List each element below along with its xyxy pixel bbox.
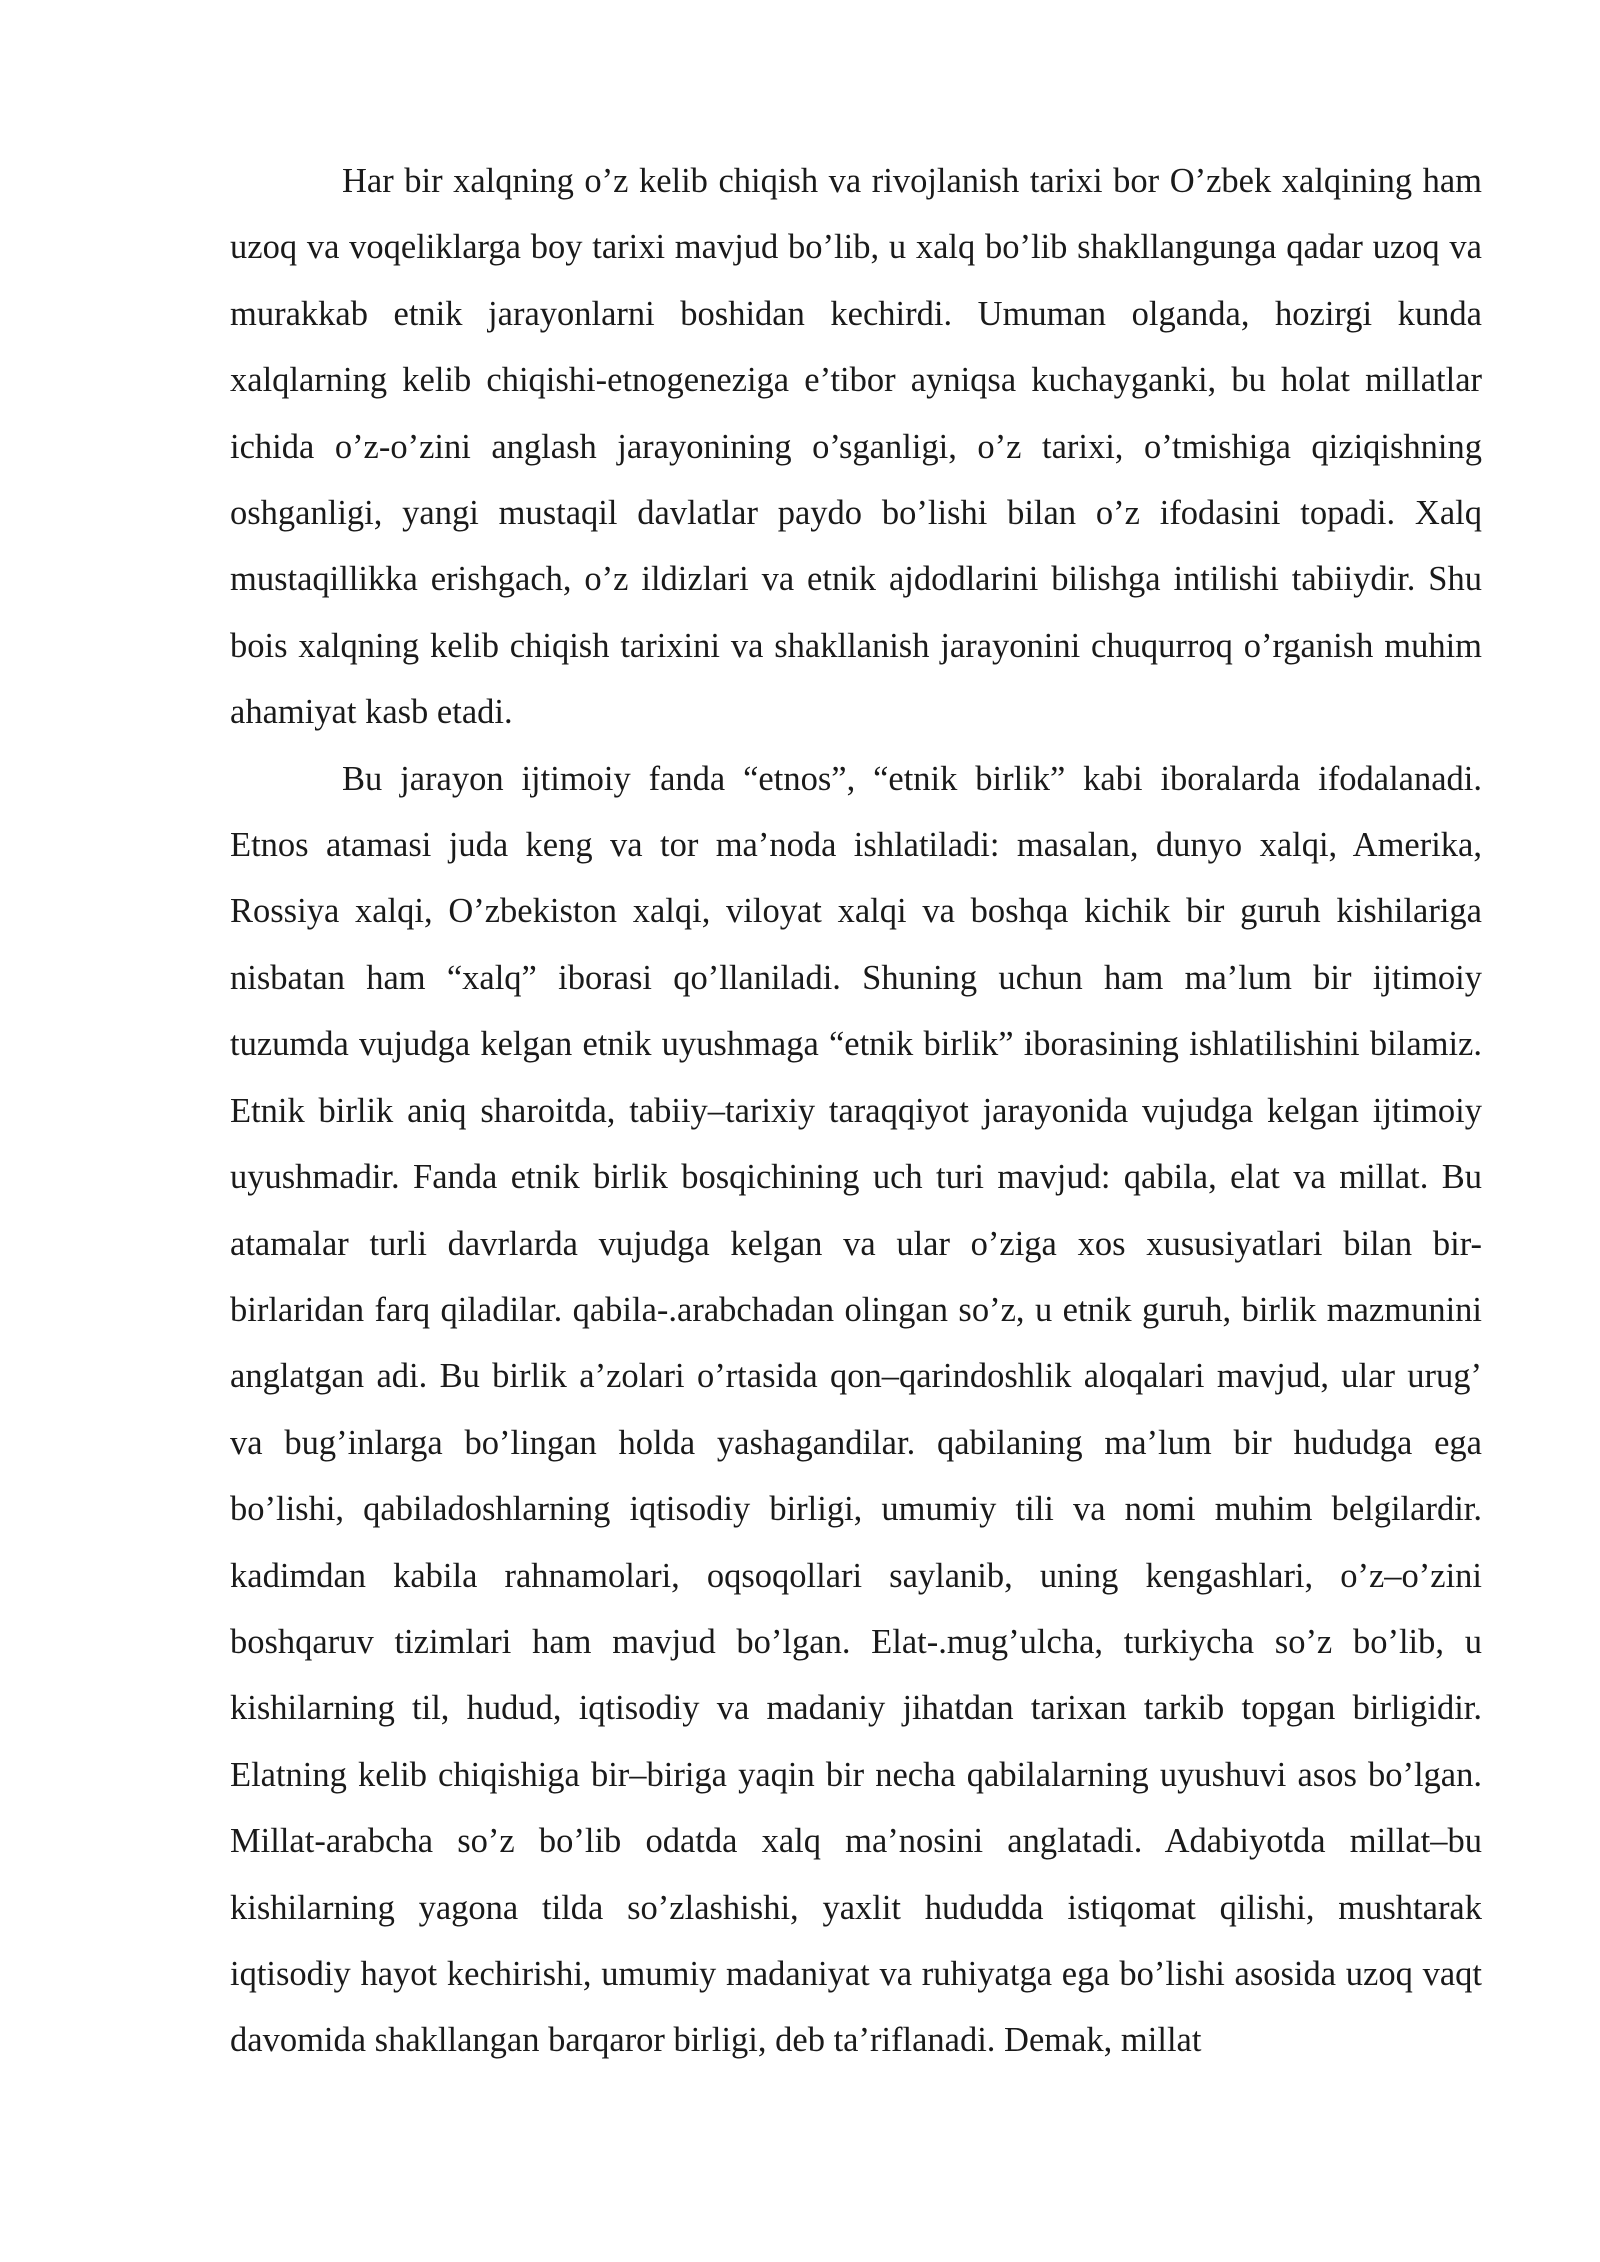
- paragraph: Har bir xalqning o’z kelib chiqish va rivojlanish tarixi bor O’zbek xalqining ham uzoq va voqeliklarga boy tarixi mavjud bo’lib, u xalq bo’lib shakllangunga qadar uzoq va murakkab etnik jarayonlarni boshidan kechirdi. Umuman olganda, hozirgi kunda xalqlarning kelib chiqishi-etnogeneziga e’tibor ayniqsa kuchayganki, bu holat millatlar ichida o’z-o’zini anglash jarayonining o’sganligi, o’z tarixi, o’tmishiga qiziqishning oshganligi, yangi mustaqil davlatlar paydo bo’lishi bilan o’z ifodasini topadi. Xalq mustaqillikka erishgach, o’z ildizlari va etnik ajdodlarini bilishga intilishi tabiiydir. Shu bois xalqning kelib chiqish tarixini va shakllanish jarayonini chuqurroq o’rganish muhim ahamiyat kasb etadi.: [230, 162, 1482, 732]
- document-body: [230, 148, 1482, 2074]
- paragraph: Bu jarayon ijtimoiy fanda “etnos”, “etnik birlik” kabi iboralarda ifodalanadi. Etnos atamasi juda keng va tor ma’noda ishlatiladi: masalan, dunyo xalqi, Amerika, Rossiya xalqi, O’zbekiston xalqi, viloyat xalqi va boshqa kichik bir guruh kishilariga nisbatan ham “xalq” iborasi qo’llaniladi. Shuning uchun ham ma’lum bir ijtimoiy tuzumda vujudga kelgan etnik uyushmaga “etnik birlik” iborasining ishlatilishini bilamiz. Etnik birlik aniq sharoitda, tabiiy–tarixiy taraqqiyot jarayonida vujudga kelgan ijtimoiy uyushmadir. Fanda etnik birlik bosqichining uch turi mavjud: qabila, elat va millat. Bu atamalar turli davrlarda vujudga kelgan va ular o’ziga xos xususiyatlari bilan bir-birlaridan farq qiladilar. qabila-.arabchadan olingan so’z, u etnik guruh, birlik mazmunini anglatgan adi. Bu birlik a’zolari o’rtasida qon–qarindoshlik aloqalari mavjud, ular urug’ va bug’inlarga bo’lingan holda yashagandilar. qabilaning ma’lum bir hududga ega bo’lishi, qabiladoshlarning iqtisodiy birligi, umumiy tili va nomi muhim belgilardir. kadimdan kabila rahnamolari, oqsoqollari saylanib, uning kengashlari, o’z–o’zini boshqaruv tizimlari ham mavjud bo’lgan. Elat-.mug’ulcha, turkiycha so’z bo’lib, u kishilarning til, hudud, iqtisodiy va madaniy jihatdan tarixan tarkib topgan birligidir. Elatning kelib chiqishiga bir–biriga yaqin bir necha qabilalarning uyushuvi asos bo’lgan. Millat-arabcha so’z bo’lib odatda xalq ma’nosini anglatadi. Adabiyotda millat–bu kishilarning yagona tilda so’zlashishi, yaxlit hududda istiqomat qilishi, mushtarak iqtisodiy hayot kechirishi, umumiy madaniyat va ruhiyatga ega bo’lishi asosida uzoq vaqt davomida shakllangan barqaror birligi, deb ta’riflanadi. Demak, millat: [230, 759, 1482, 2060]
